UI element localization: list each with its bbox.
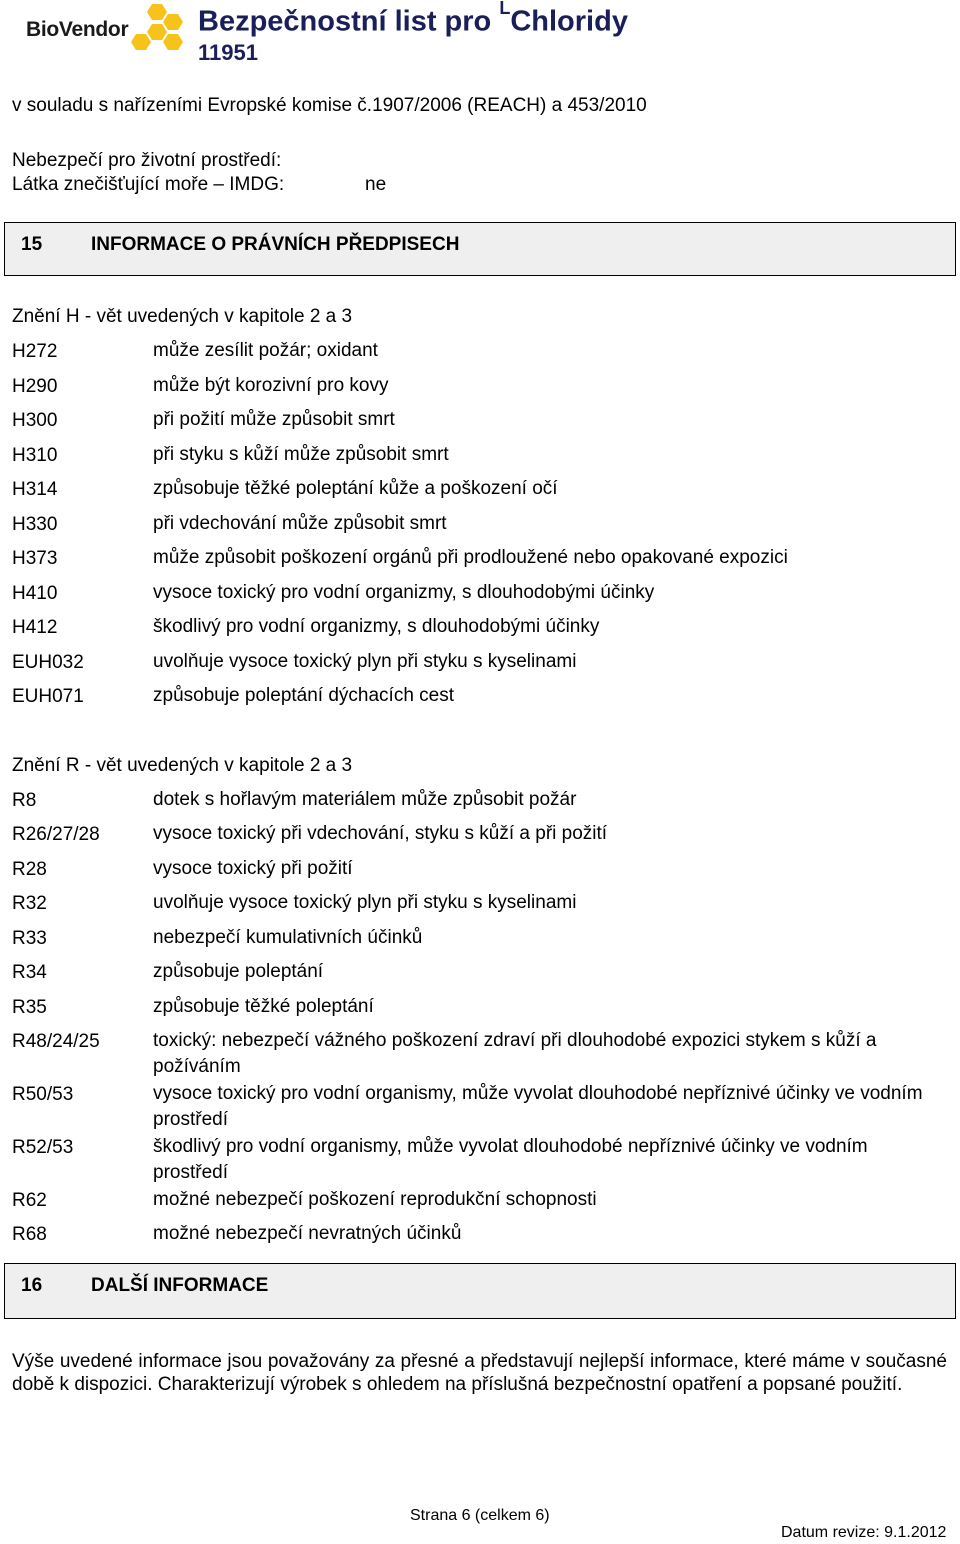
phrase-text: škodlivý pro vodní organizmy, s dlouhodobými účinky bbox=[153, 616, 600, 637]
phrase-code: EUH032 bbox=[12, 652, 84, 673]
phrase-code: R48/24/25 bbox=[12, 1031, 100, 1052]
phrase-code: H330 bbox=[12, 514, 58, 535]
phrase-text: může způsobit poškození orgánů při prodloužené nebo opakované expozici bbox=[153, 547, 788, 568]
phrase-code: R8 bbox=[12, 790, 37, 811]
phrase-code: R62 bbox=[12, 1190, 47, 1211]
phrase-text: možné nebezpečí poškození reprodukční schopnosti bbox=[153, 1189, 597, 1210]
phrase-text: možné nebezpečí nevratných účinků bbox=[153, 1223, 462, 1244]
phrase-code: H373 bbox=[12, 548, 58, 569]
r-phrases-heading: Znění R - vět uvedených v kapitole 2 a 3 bbox=[12, 755, 353, 776]
phrase-text: vysoce toxický pro vodní organizmy, s dlouhodobými účinky bbox=[153, 582, 655, 603]
section-number: 15 bbox=[21, 234, 43, 255]
biovendor-logo bbox=[22, 0, 172, 62]
logo-hexagons-icon bbox=[126, 2, 186, 60]
section-15-header bbox=[4, 222, 956, 276]
section-16-header bbox=[4, 1263, 956, 1319]
phrase-text: může být korozivní pro kovy bbox=[153, 375, 389, 396]
regulation-line: v souladu s nařízeními Evropské komise č.1907/2006 (REACH) a 453/2010 bbox=[12, 95, 647, 116]
document-title: Bezpečnostní list pro $^L$Chloridy bbox=[198, 0, 628, 38]
section-title: DALŠÍ INFORMACE bbox=[91, 1275, 269, 1296]
phrase-text: způsobuje těžké poleptání kůže a poškození očí bbox=[153, 478, 558, 499]
phrase-text: vysoce toxický při požití bbox=[153, 858, 353, 879]
marine-pollutant-value: ne bbox=[365, 174, 387, 195]
phrase-text: způsobuje těžké poleptání bbox=[153, 996, 374, 1017]
additional-info-text: Výše uvedené informace jsou považovány za přesné a představují nejlepší informace, které máme v současné době k dispozici. Charakterizují výrobek s ohledem na příslušná bezpečnostní opatření a popsané použití. bbox=[12, 1351, 947, 1395]
phrase-text: může zesílit požár; oxidant bbox=[153, 340, 378, 361]
phrase-code: R50/53 bbox=[12, 1084, 74, 1105]
phrase-code: H300 bbox=[12, 410, 58, 431]
env-hazard-label: Nebezpečí pro životní prostředí: bbox=[12, 150, 282, 171]
h-phrases-heading: Znění H - vět uvedených v kapitole 2 a 3 bbox=[12, 306, 353, 327]
logo-text: BioVendor bbox=[26, 18, 129, 41]
phrase-code: R68 bbox=[12, 1224, 47, 1245]
phrase-text: uvolňuje vysoce toxický plyn při styku s kyselinami bbox=[153, 892, 577, 913]
phrase-code: R34 bbox=[12, 962, 47, 983]
phrase-text: uvolňuje vysoce toxický plyn při styku s kyselinami bbox=[153, 651, 577, 672]
phrase-text: při vdechování může způsobit smrt bbox=[153, 513, 447, 534]
phrase-text: způsobuje poleptání bbox=[153, 961, 324, 982]
phrase-text: toxický: nebezpečí vážného poškození zdraví při dlouhodobé expozici stykem s kůží a požíváním bbox=[153, 1030, 877, 1077]
phrase-code: H410 bbox=[12, 583, 58, 604]
phrase-text: způsobuje poleptání dýchacích cest bbox=[153, 685, 455, 706]
section-title: INFORMACE O PRÁVNÍCH PŘEDPISECH bbox=[91, 234, 460, 255]
phrase-code: H310 bbox=[12, 445, 58, 466]
phrase-code: R26/27/28 bbox=[12, 824, 100, 845]
document-number: 11951 bbox=[198, 40, 258, 65]
phrase-text: vysoce toxický při vdechování, styku s kůží a při požití bbox=[153, 823, 608, 844]
phrase-text: nebezpečí kumulativních účinků bbox=[153, 927, 423, 948]
phrase-text: při požití může způsobit smrt bbox=[153, 409, 395, 430]
phrase-code: H272 bbox=[12, 341, 58, 362]
phrase-text: při styku s kůží může způsobit smrt bbox=[153, 444, 449, 465]
page-number: Strana 6 (celkem 6) bbox=[410, 1507, 550, 1524]
phrase-code: H412 bbox=[12, 617, 58, 638]
section-number: 16 bbox=[21, 1275, 43, 1296]
phrase-code: R33 bbox=[12, 928, 47, 949]
phrase-code: R35 bbox=[12, 997, 47, 1018]
phrase-code: H314 bbox=[12, 479, 58, 500]
marine-pollutant-label: Látka znečišťující moře – IMDG: bbox=[12, 174, 285, 195]
phrase-code: R32 bbox=[12, 893, 47, 914]
revision-date: Datum revize: 9.1.2012 bbox=[781, 1524, 947, 1541]
phrase-code: EUH071 bbox=[12, 686, 84, 707]
phrase-text: vysoce toxický pro vodní organismy, může vyvolat dlouhodobé nepříznivé účinky ve vodním prostředí bbox=[153, 1083, 923, 1130]
phrase-text: dotek s hořlavým materiálem může způsobit požár bbox=[153, 789, 577, 810]
phrase-text: škodlivý pro vodní organismy, může vyvolat dlouhodobé nepříznivé účinky ve vodním prostředí bbox=[153, 1136, 868, 1183]
phrase-code: R52/53 bbox=[12, 1137, 74, 1158]
phrase-code: H290 bbox=[12, 376, 58, 397]
phrase-code: R28 bbox=[12, 859, 47, 880]
